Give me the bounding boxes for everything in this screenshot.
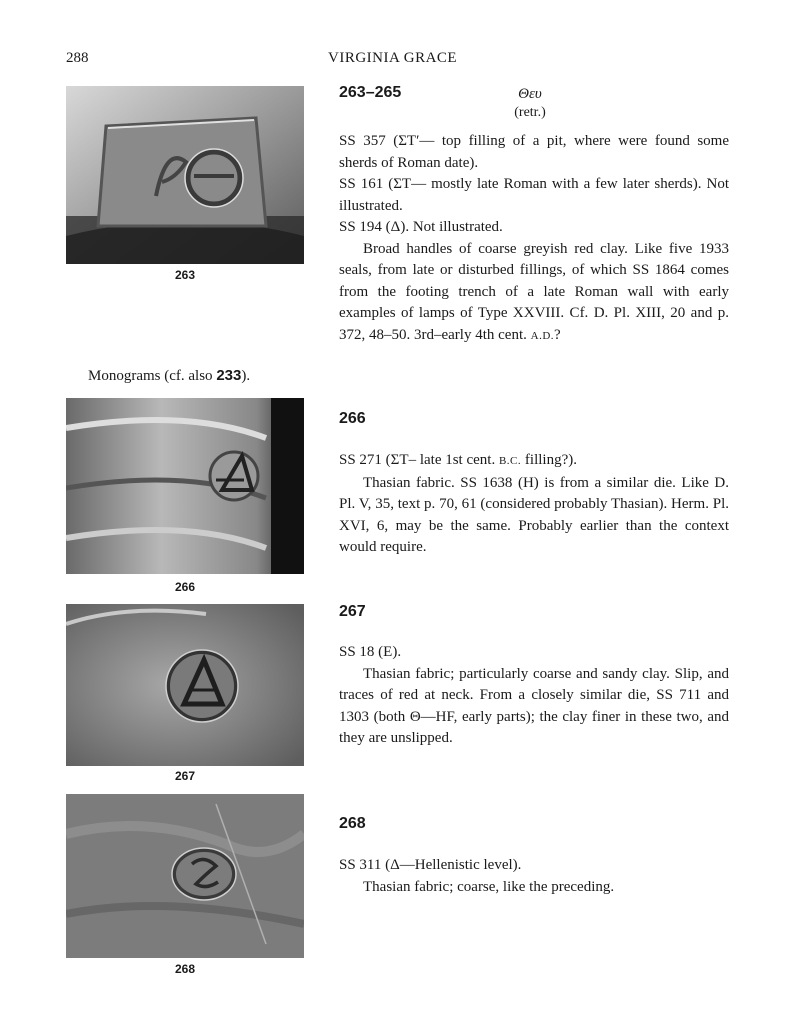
stamp-legend: Θευ — [518, 86, 542, 102]
entry-number-266: 266 — [339, 410, 366, 427]
monograms-note: Monograms (cf. also 233). — [88, 367, 251, 384]
entry-line: SS 161 (ΣΤ— mostly late Roman with a few later sherds). Not illustrated. — [339, 176, 729, 214]
entry-body: Thasian fabric. SS 1638 (H) is from a similar die. Like D. Pl. V, 35, text p. 70, 61 (considered probably Thasian). Herm. Pl. XVI, 6, may be the same. Probably earlier than the context would require. — [339, 474, 729, 555]
entry-body: Thasian fabric; coarse, like the preceding. — [363, 878, 615, 895]
stamp-photo-263 — [66, 86, 304, 264]
entry-line: SS 311 (Δ—Hellenistic level). — [339, 857, 522, 873]
entry-body: Thasian fabric; particularly coarse and sandy clay. Slip, and traces of red at neck. From a closely similar die, SS 711 and 1303 (both Θ—HF, early parts); the clay finer in these two, and they are unslipped. — [339, 665, 729, 746]
entry-text-267 — [339, 642, 729, 750]
entry-line: SS 271 (ΣΤ– late 1st cent. B.C. filling?). — [339, 452, 577, 468]
stamp-photo-268 — [66, 794, 304, 958]
photo-caption-266: 266 — [174, 580, 196, 594]
entry-text-263-265 — [339, 131, 729, 347]
running-head: VIRGINIA GRACE — [328, 50, 458, 66]
entry-line: SS 194 (Δ). Not illustrated. — [339, 219, 503, 235]
photo-caption-267: 267 — [174, 769, 196, 783]
entry-line: SS 18 (E). — [339, 644, 402, 660]
photo-caption-263: 263 — [174, 268, 196, 282]
entry-number-268: 268 — [339, 815, 366, 832]
entry-number-267: 267 — [339, 603, 366, 620]
page-number: 288 — [66, 50, 89, 66]
stamp-photo-266 — [66, 398, 304, 574]
monograms-ref: 233 — [216, 367, 242, 384]
entry-number-263-265: 263–265 — [339, 84, 402, 101]
stamp-photo-267 — [66, 604, 304, 766]
stamp-legend-note: (retr.) — [514, 105, 546, 120]
entry-text-268 — [339, 855, 729, 898]
entry-text-266 — [339, 450, 729, 559]
photo-caption-268: 268 — [174, 962, 196, 976]
entry-body: Broad handles of coarse greyish red clay. Like five 1933 seals, from late or disturbed fillings, of which SS 1864 comes from the footing trench of a late Roman wall with early examples of lamps of Type XXVIII. Cf. D. Pl. XIII, 20 and p. 372, 48–50. 3rd–early 4th cent. A.D.? — [339, 240, 729, 343]
entry-line: SS 357 (ΣΤ′— top filling of a pit, where were found some sherds of Roman date). — [339, 133, 729, 171]
